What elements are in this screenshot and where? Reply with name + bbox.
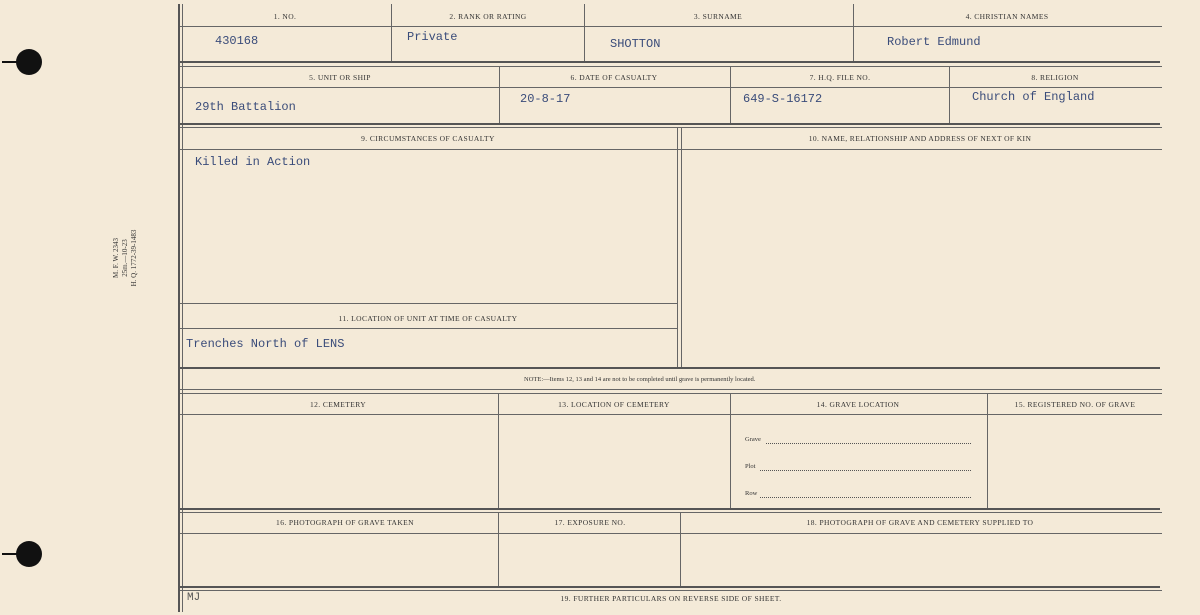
value-rank: Private [407,30,458,44]
plot-label: Plot [745,463,756,470]
initials: MJ [187,592,201,604]
value-date: 20-8-17 [520,92,571,106]
label-photo-taken: 16. PHOTOGRAPH OF GRAVE TAKEN [276,518,414,527]
label-rank: 2. RANK OR RATING [449,12,527,21]
label-registered-no: 15. REGISTERED NO. OF GRAVE [1014,400,1136,409]
label-location: 11. LOCATION OF UNIT AT TIME OF CASUALTY [338,314,518,323]
value-circumstances: Killed in Action [195,155,311,169]
label-cemetery-location: 13. LOCATION OF CEMETERY [558,400,670,409]
form-code: M. F. W. 2343 25m.—10-23 H. Q. 1772-39-1483 [112,229,138,287]
value-unit: 29th Battalion [195,100,296,114]
label-date: 6. DATE OF CASUALTY [570,73,658,82]
note: NOTE:—Items 12, 13 and 14 are not to be completed until grave is permanently located. [524,376,756,383]
value-no: 430168 [215,34,259,48]
label-hq-file: 7. H.Q. FILE NO. [809,73,871,82]
label-cemetery: 12. CEMETERY [309,400,367,409]
value-religion: Church of England [972,90,1095,104]
value-surname: SHOTTON [610,37,661,51]
value-location: Trenches North of LENS [186,337,345,351]
label-photo-supplied: 18. PHOTOGRAPH OF GRAVE AND CEMETERY SUPPLIED TO [806,518,1034,527]
label-further: 19. FURTHER PARTICULARS ON REVERSE SIDE OF SHEET. [560,594,782,603]
row-label: Row [745,490,758,497]
label-circumstances: 9. CIRCUMSTANCES OF CASUALTY [361,134,495,143]
label-surname: 3. SURNAME [693,12,743,21]
label-next-of-kin: 10. NAME, RELATIONSHIP AND ADDRESS OF NEXT OF KIN [808,134,1032,143]
label-religion: 8. RELIGION [1031,73,1079,82]
label-unit: 5. UNIT OR SHIP [309,73,371,82]
label-exposure: 17. EXPOSURE NO. [554,518,626,527]
grave-label: Grave [745,436,761,443]
value-hq-file: 649-S-16172 [743,92,823,106]
label-christian-names: 4. CHRISTIAN NAMES [965,12,1049,21]
value-christian-names: Robert Edmund [887,35,981,49]
label-grave-location: 14. GRAVE LOCATION [816,400,900,409]
label-no: 1. NO. [273,12,297,21]
